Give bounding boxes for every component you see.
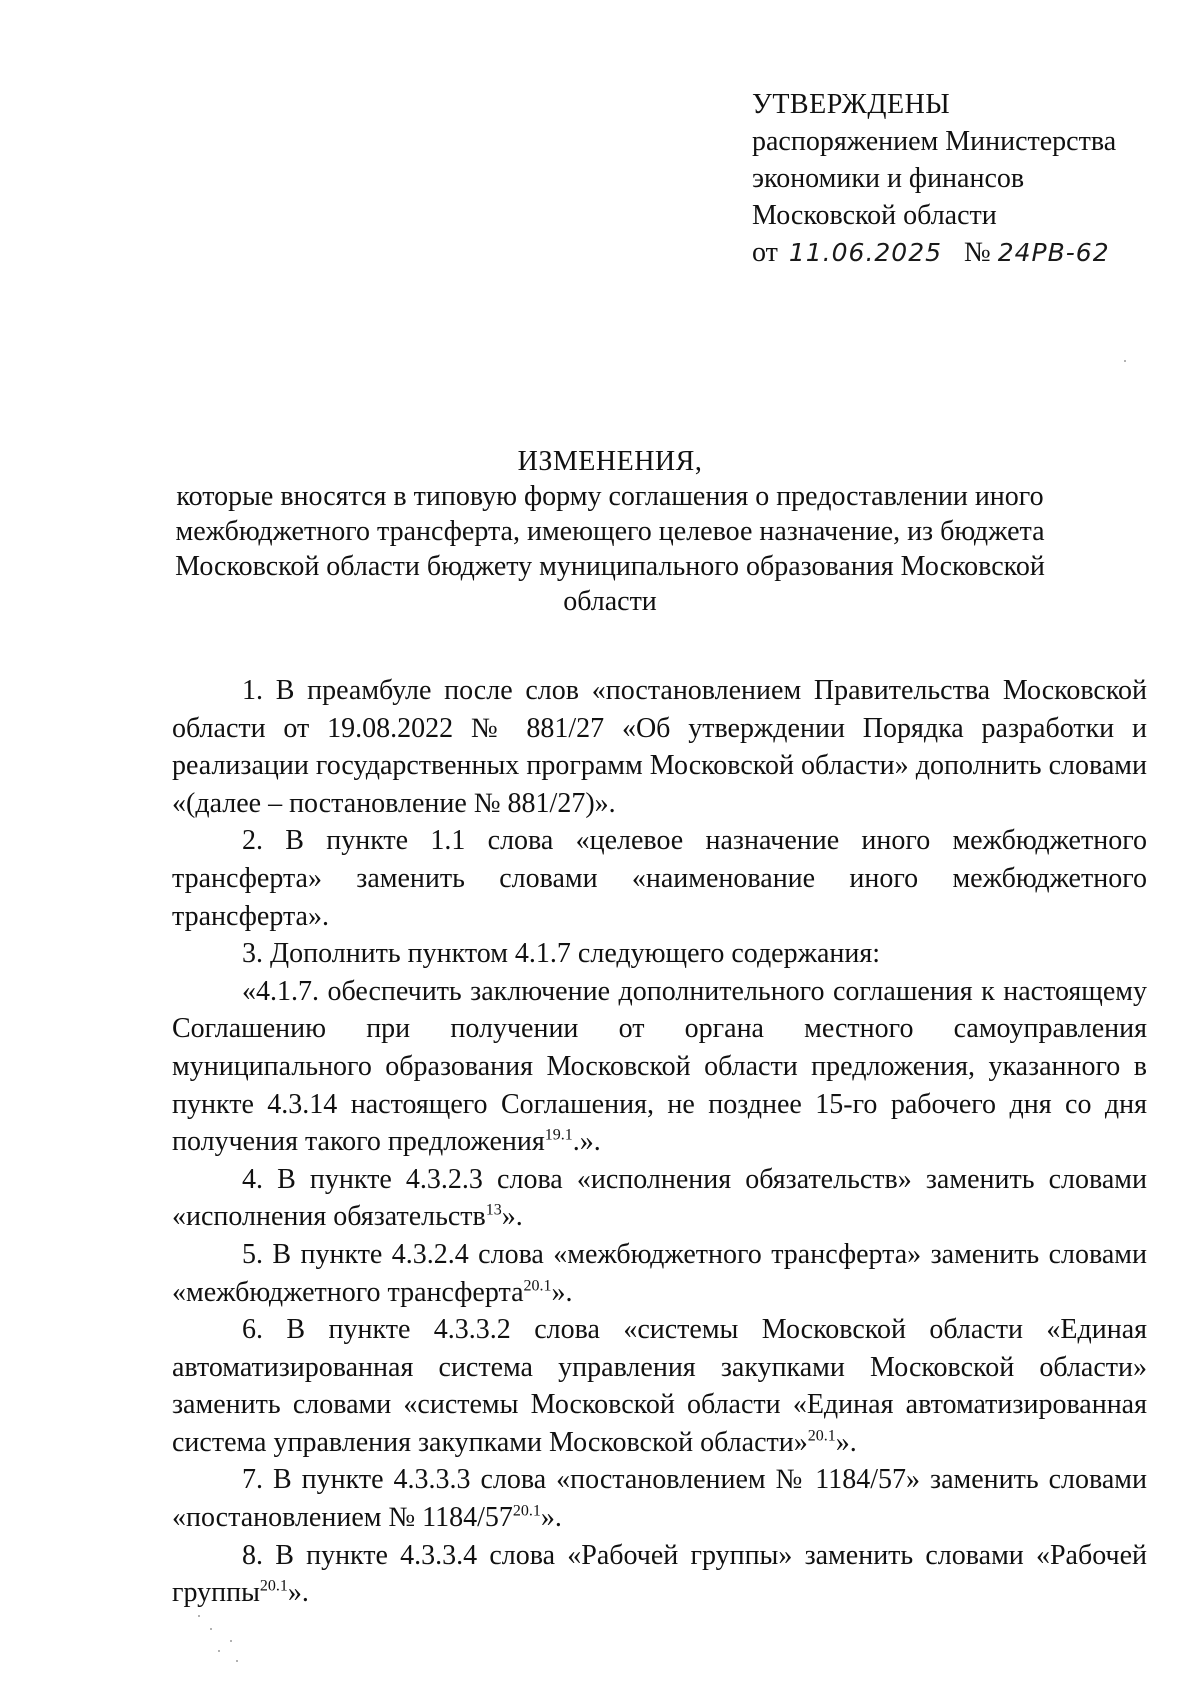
approval-line-2: экономики и финансов [752, 163, 1025, 194]
approval-line-1: распоряжением Министерства [752, 126, 1117, 157]
footnote-ref: 20.1 [259, 1577, 288, 1595]
paragraph-6-text: 5. В пункте 4.3.2.4 слова «межбюджетного трансферта» заменить словами «межбюджетного трансферта [172, 1238, 1147, 1308]
approval-block [752, 86, 1172, 271]
paragraph-8 [172, 1461, 1147, 1536]
heading-subtitle: которые вносятся в типовую форму соглашения о предоставлении иного межбюджетного трансферта, имеющего целевое назначение, из бюджета Московской области бюджету муниципального образования Московской области [175, 481, 1045, 617]
footnote-ref: 20.1 [807, 1427, 836, 1445]
footnote-ref: 13 [485, 1201, 502, 1219]
paragraph-8-end: ». [540, 1502, 562, 1534]
paragraph-7-text: 6. В пункте 4.3.3.2 слова «системы Московской области «Единая автоматизированная система управления закупками Московской области» заменить словами «системы Московской области «Единая автоматизированная система управления закупками Московской области» [172, 1314, 1147, 1458]
footnote-ref: 19.1 [544, 1126, 573, 1144]
scan-speck [218, 1650, 220, 1652]
paragraph-3: 3. Дополнить пунктом 4.1.7 следующего содержания: [242, 938, 881, 970]
document-heading [140, 444, 1080, 619]
footnote-ref: 20.1 [512, 1502, 541, 1520]
approval-date-line [752, 234, 1172, 271]
paragraph-6 [172, 1236, 1147, 1311]
paragraph-5 [172, 1161, 1147, 1236]
paragraph-1: 1. В преамбуле после слов «постановлением Правительства Московской области от 19.08.2022 № 881/27 «Об утверждении Порядка разработки и реализации государственных программ Московской области» дополнить словами «(далее – постановление № 881/27)». [172, 675, 1147, 819]
heading-title: ИЗМЕНЕНИЯ, [517, 446, 703, 477]
number-label: № [964, 237, 991, 268]
paragraph-9-end: ». [287, 1577, 309, 1609]
scan-speck [210, 1628, 212, 1630]
approval-title: УТВЕРЖДЕНЫ [752, 89, 951, 120]
scan-speck [230, 1640, 232, 1642]
scan-speck [198, 1615, 200, 1617]
paragraph-4-text: «4.1.7. обеспечить заключение дополнительного соглашения к настоящему Соглашению при получении от органа местного самоуправления муниципального образования Московской области предложения, указанного в пункте 4.3.14 настоящего Соглашения, не позднее 15-го рабочего дня со дня получения такого предложения [172, 975, 1147, 1158]
handwritten-date: 11.06.2025 [788, 238, 943, 267]
paragraph-2: 2. В пункте 1.1 слова «целевое назначение иного межбюджетного трансферта» заменить словами «наименование иного межбюджетного трансферта». [172, 825, 1147, 932]
paragraph-7-end: ». [835, 1426, 857, 1458]
paragraph-6-end: ». [551, 1276, 573, 1308]
paragraph-9 [172, 1537, 1147, 1612]
document-body [172, 672, 1147, 1612]
paragraph-5-end: ». [501, 1201, 523, 1233]
footnote-ref: 20.1 [523, 1277, 552, 1295]
paragraph-4 [172, 973, 1147, 1161]
date-prefix: от [752, 237, 778, 268]
paragraph-4-end: .». [572, 1126, 601, 1158]
paragraph-9-text: 8. В пункте 4.3.3.4 слова «Рабочей группы» заменить словами «Рабочей группы [172, 1539, 1147, 1609]
scan-speck [236, 1660, 238, 1662]
scan-speck [1124, 360, 1126, 362]
paragraph-8-text: 7. В пункте 4.3.3.3 слова «постановлением № 1184/57» заменить словами «постановлением № 1184/57 [172, 1464, 1147, 1534]
paragraph-7 [172, 1311, 1147, 1461]
handwritten-number: 24РВ-62 [997, 238, 1110, 267]
paragraph-5-text: 4. В пункте 4.3.2.3 слова «исполнения обязательств» заменить словами «исполнения обязательств [172, 1163, 1147, 1233]
approval-line-3: Московской области [752, 200, 997, 231]
